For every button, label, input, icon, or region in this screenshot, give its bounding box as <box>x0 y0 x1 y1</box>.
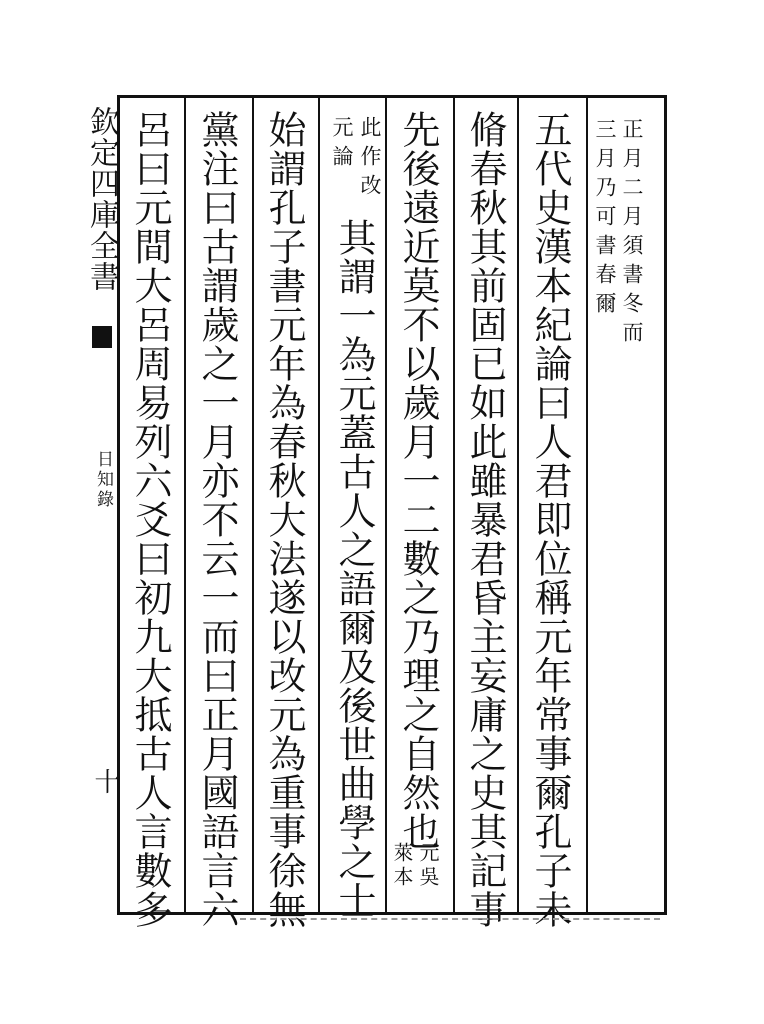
note-line: 元論 <box>330 116 354 174</box>
margin-title: 欽定四庫全書 <box>84 106 119 292</box>
text-column: 脩春秋其前固已如此雖暴君昏主妄庸之史其記事 <box>463 110 507 929</box>
note-line: 正月二月須書冬而 <box>620 118 644 350</box>
note-line: 元吳 <box>416 842 440 890</box>
column-divider <box>252 95 254 915</box>
column-divider <box>318 95 320 915</box>
margin-page-number: 十 <box>90 768 120 797</box>
text-column: 始謂孔子書元年為春秋大法遂以改元為重事徐無 <box>262 110 306 929</box>
column-divider <box>517 95 519 915</box>
note-line: 此作改 <box>358 116 382 203</box>
column-divider <box>184 95 186 915</box>
text-column: 黨注曰古謂歲之一月亦不云一而曰正月國語言六 <box>195 110 239 929</box>
text-column: 五代史漢本紀論曰人君即位稱元年常事爾孔子未 <box>528 110 572 929</box>
column-divider <box>586 95 588 915</box>
text-column: 其謂一為元蓋古人之語爾及後世曲學之士 <box>332 218 376 920</box>
fish-tail-mark <box>92 326 112 348</box>
note-line: 萊本 <box>390 842 414 890</box>
scan-artifact <box>240 918 660 924</box>
margin-book-title: 日知錄 <box>93 450 113 510</box>
column-divider <box>453 95 455 915</box>
note-line: 三月乃可書春爾 <box>593 118 617 321</box>
column-divider <box>385 95 387 915</box>
text-column: 呂曰元間大呂周易列六爻曰初九大抵古人言數多 <box>128 110 172 929</box>
text-column: 先後遠近莫不以歲月一二數之乃理之自然也 <box>396 110 440 851</box>
